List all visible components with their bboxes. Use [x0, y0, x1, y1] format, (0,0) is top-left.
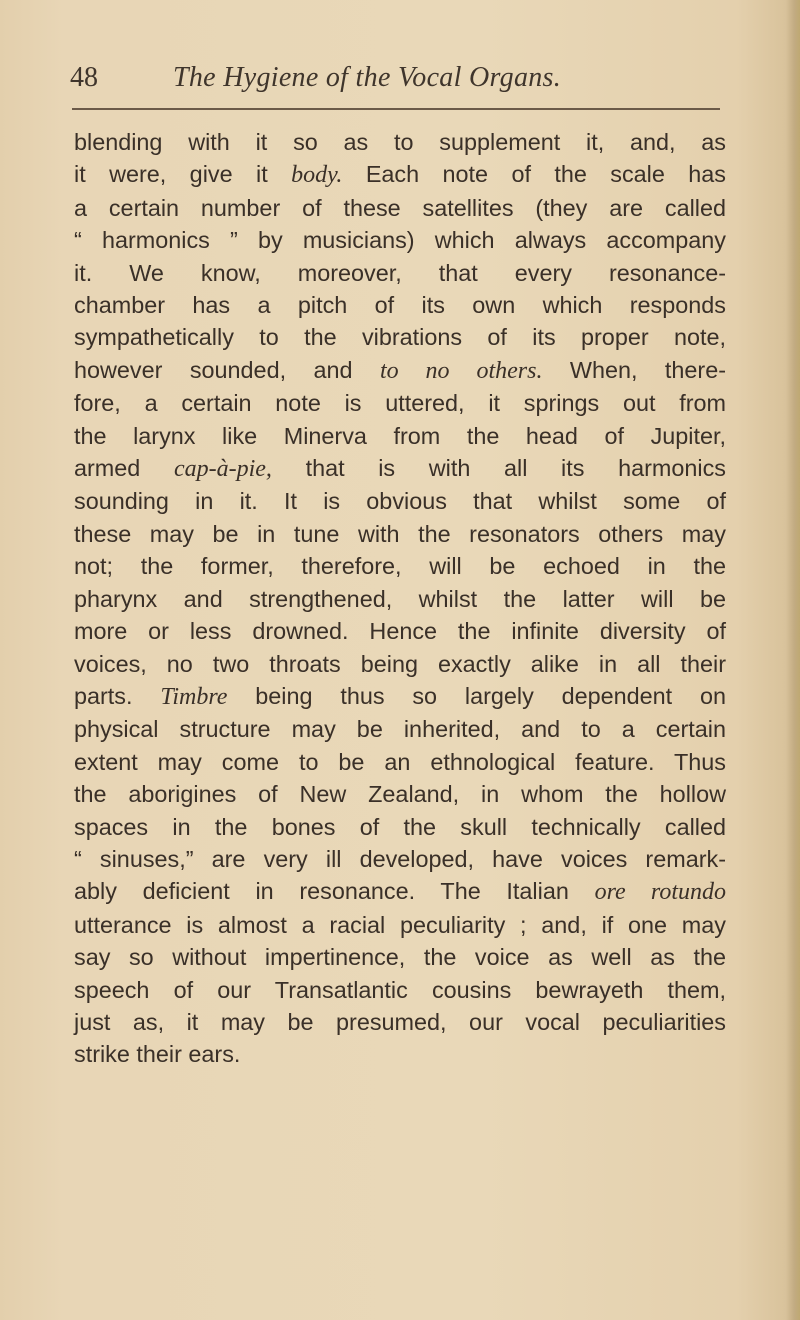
italic-phrase: ore rotundo	[594, 879, 726, 906]
text-segment: extent may come to be an ethnological feature. Thus	[74, 748, 726, 775]
text-segment: utterance is almost a racial peculiarity ; and, if one may	[74, 911, 726, 938]
text-segment: just as, it may be presumed, our vocal peculiarities	[74, 1008, 726, 1035]
text-line	[74, 485, 726, 517]
text-line	[74, 192, 726, 224]
text-segment: that is with all its harmonics	[271, 455, 726, 482]
text-line	[74, 518, 726, 550]
text-line	[74, 550, 726, 582]
text-segment: parts.	[74, 682, 161, 709]
text-line	[74, 224, 726, 256]
text-segment: a certain number of these satellites (they are called	[74, 194, 726, 221]
text-segment: being thus so largely dependent on	[227, 682, 726, 709]
text-segment: When, there-	[542, 356, 727, 383]
text-segment: say so without impertinence, the voice as well as the	[74, 944, 726, 971]
text-segment: not; the former, therefore, will be echoed in the	[74, 553, 726, 580]
text-line	[74, 974, 726, 1006]
text-segment: blending with it so as to supplement it, and, as	[74, 129, 726, 155]
text-line	[74, 909, 726, 941]
text-line	[74, 778, 726, 810]
text-segment: “ harmonics ” by musicians) which always accompany	[74, 227, 726, 254]
text-line	[74, 126, 726, 158]
text-segment: strike their ears.	[74, 1041, 241, 1068]
text-segment: Each note of the scale has	[342, 161, 726, 188]
text-segment: fore, a certain note is uttered, it springs out from	[74, 390, 726, 417]
text-segment: armed	[74, 455, 174, 482]
text-segment: it. We know, moreover, that every resonance-	[74, 259, 726, 286]
page-number: 48	[70, 62, 98, 93]
text-segment: more or less drowned. Hence the infinite diversity of	[74, 618, 726, 645]
text-segment: ably deficient in resonance. The Italian	[74, 878, 595, 905]
italic-phrase: cap-à-pie,	[173, 456, 272, 483]
text-line	[74, 615, 726, 647]
italic-phrase: Timbre	[160, 683, 228, 710]
text-line	[74, 354, 726, 387]
page-header	[70, 58, 720, 102]
text-line	[74, 811, 726, 843]
text-line	[74, 746, 726, 778]
italic-phrase: to no others.	[379, 357, 543, 384]
text-line	[74, 387, 726, 419]
text-segment: however sounded, and	[74, 356, 380, 383]
text-line	[74, 875, 726, 908]
text-segment: these may be in tune with the resonators others may	[74, 520, 726, 547]
text-line	[74, 843, 726, 875]
italic-phrase: body.	[291, 162, 343, 189]
text-line	[74, 1038, 726, 1070]
text-segment: the aborigines of New Zealand, in whom the hollow	[74, 781, 726, 808]
text-segment: “ sinuses,” are very ill developed, have voices remark-	[74, 845, 726, 872]
text-line	[74, 452, 726, 485]
text-line	[74, 713, 726, 745]
text-line	[74, 158, 726, 191]
text-segment: it were, give it	[74, 161, 292, 188]
text-segment: the larynx like Minerva from the head of Jupiter,	[74, 422, 726, 449]
text-line	[74, 321, 726, 353]
text-segment: sympathetically to the vibrations of its proper note,	[74, 324, 726, 351]
text-line	[74, 289, 726, 321]
text-segment: physical structure may be inherited, and to a certain	[74, 716, 726, 743]
header-rule	[72, 108, 720, 110]
text-line	[74, 648, 726, 680]
running-title: The Hygiene of the Vocal Organs.	[173, 62, 562, 93]
text-line	[74, 583, 726, 615]
text-segment: pharynx and strengthened, whilst the latter will be	[74, 585, 726, 612]
text-segment: spaces in the bones of the skull technically called	[74, 813, 726, 840]
page-edge-shadow	[786, 0, 800, 1320]
text-line	[74, 680, 726, 713]
text-segment: sounding in it. It is obvious that whilst some of	[74, 488, 726, 515]
text-line	[74, 420, 726, 452]
text-segment: speech of our Transatlantic cousins bewrayeth them,	[74, 976, 726, 1003]
body-text	[74, 126, 726, 1071]
text-segment: voices, no two throats being exactly alike in all their	[74, 650, 726, 677]
text-line	[74, 257, 726, 289]
text-line	[74, 1006, 726, 1038]
text-line	[74, 941, 726, 973]
text-segment: chamber has a pitch of its own which responds	[74, 292, 726, 319]
